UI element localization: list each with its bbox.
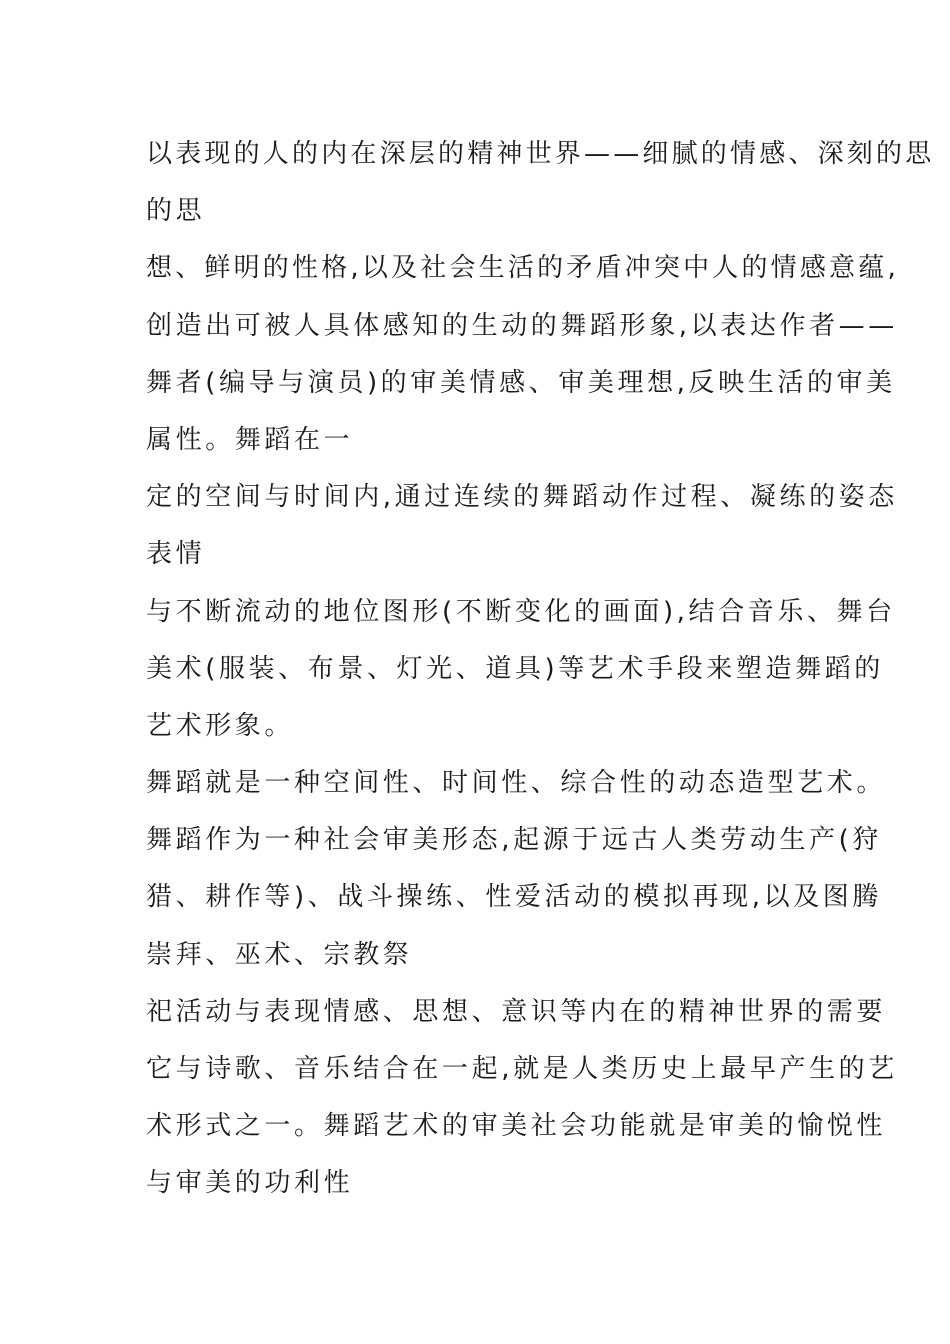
text-line: 祀活动与表现情感、思想、意识等内在的精神世界的需要 — [146, 996, 887, 1027]
document-body — [146, 126, 935, 1213]
text-line: 舞蹈作为一种社会审美形态,起源于远古人类劳动生产(狩 — [146, 825, 883, 856]
text-line: 猎、耕作等)、战斗操练、性爱活动的模拟再现,以及图腾 — [146, 882, 883, 913]
text-line: 术形式之一。舞蹈艺术的审美社会功能就是审美的愉悦性 — [146, 1111, 887, 1142]
text-line: 舞者(编导与演员)的审美情感、审美理想,反映生活的审美 — [146, 367, 896, 398]
text-line: 创造出可被人具体感知的生动的舞蹈形象,以表达作者—— — [146, 310, 898, 341]
text-line: 表情 — [146, 539, 206, 570]
text-line: 属性。舞蹈在一 — [146, 424, 354, 455]
text-line: 以表现的人的内在深层的精神世界——细腻的情感、深刻的思 — [146, 139, 935, 169]
text-line: 与不断流动的地位图形(不断变化的画面),结合音乐、舞台 — [146, 596, 896, 627]
text-line: 崇拜、巫术、宗教祭 — [146, 939, 413, 970]
text-line: 定的空间与时间内,通过连续的舞蹈动作过程、凝练的姿态 — [146, 482, 898, 513]
text-line: 想、鲜明的性格,以及社会生活的矛盾冲突中人的情感意蕴, — [146, 253, 899, 284]
text-line: 艺术形象。 — [146, 710, 295, 741]
text-line: 与审美的功利性 — [146, 1168, 354, 1199]
text-line: 舞蹈就是一种空间性、时间性、综合性的动态造型艺术。 — [146, 768, 887, 799]
text-line: 的思 — [146, 196, 206, 227]
text-line: 它与诗歌、音乐结合在一起,就是人类历史上最早产生的艺 — [146, 1054, 898, 1084]
text-line: 美术(服装、布景、灯光、道具)等艺术手段来塑造舞蹈的 — [146, 653, 884, 684]
